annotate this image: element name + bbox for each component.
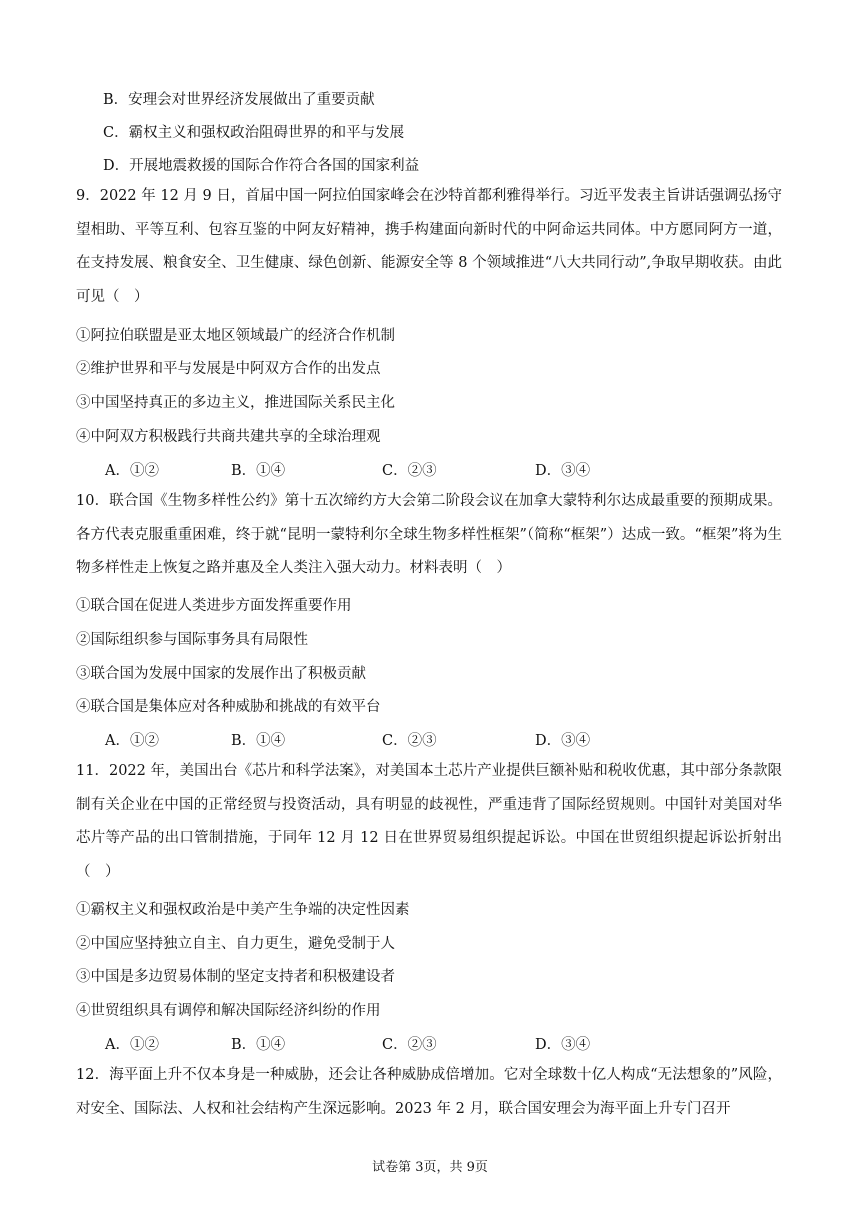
q9-choice-a[interactable]: A．①②: [105, 463, 159, 479]
q11-statement-2: ②中国应坚持独立自主、自力更生，避免受制于人: [76, 936, 395, 952]
q10-choice-a[interactable]: A．①②: [105, 733, 159, 749]
q10-choice-b[interactable]: B．①④: [231, 733, 286, 749]
q11-statement-1: ①霸权主义和强权政治是中美产生争端的决定性因素: [76, 902, 410, 918]
prev-option-c: C．霸权主义和强权政治阻碍世界的和平与发展: [103, 125, 405, 141]
q9-statement-4: ④中阿双方积极践行共商共建共享的全球治理观: [76, 429, 381, 445]
q9-statement-2: ②维护世界和平与发展是中阿双方合作的出发点: [76, 361, 381, 377]
q9-choice-d[interactable]: D．③④: [535, 463, 591, 479]
q10-stem: 10．联合国《生物多样性公约》第十五次缔约方大会第二阶段会议在加拿大蒙特利尔达成最重要的预期成果。各方代表克服重重困难，终于就“昆明一蒙特利尔全球生物多样性框架”（简称“框架”）达成一致。“框架”将为生物多样性走上恢复之路并惠及全人类注入强大动力。材料表明（ ）: [76, 493, 782, 576]
q11-statement-4: ④世贸组织具有调停和解决国际经济纠纷的作用: [76, 1003, 381, 1019]
q9-choice-b[interactable]: B．①④: [231, 463, 286, 479]
page-footer: 试卷第 3页，共 9页: [372, 1160, 488, 1175]
q11-choice-c[interactable]: C．②③: [382, 1037, 437, 1053]
q9-stem: 9．2022 年 12 月 9 日，首届中国一阿拉伯国家峰会在沙特首都利雅得举行。习近平发表主旨讲话强调弘扬守望相助、平等互利、包容互鉴的中阿友好精神，携手构建面向新时代的中阿命运共同体。中方愿同阿方一道，在支持发展、粮食安全、卫生健康、绿色创新、能源安全等 8 个领域推进“八大共同行动”,争取早期收获。由此可见（ ）: [76, 188, 782, 305]
q12-stem: 12．海平面上升不仅本身是一种威胁，还会让各种威胁成倍增加。它对全球数十亿人构成“无法想象的”风险，对安全、国际法、人权和社会结构产生深远影响。2023 年 2 月，联合国安理会为海平面上升专门召开: [76, 1067, 782, 1117]
q9-choice-c[interactable]: C．②③: [382, 463, 437, 479]
prev-option-d: D．开展地震救援的国际合作符合各国的国家利益: [103, 158, 420, 174]
q11-choice-d[interactable]: D．③④: [535, 1037, 591, 1053]
q9-statement-1: ①阿拉伯联盟是亚太地区领域最广的经济合作机制: [76, 328, 395, 344]
q11-stem: 11．2022 年，美国出台《芯片和科学法案》，对美国本土芯片产业提供巨额补贴和税收优惠，其中部分条款限制有关企业在中国的正常经贸与投资活动，具有明显的歧视性，严重违背了国际经贸规则。中国针对美国对华芯片等产品的出口管制措施，于同年 12 月 12 日在世界贸易组织提起诉讼。中国在世贸组织提起诉讼折射出（ ）: [76, 763, 782, 880]
q10-statement-2: ②国际组织参与国际事务具有局限性: [76, 632, 308, 648]
q11-choice-a[interactable]: A．①②: [105, 1037, 159, 1053]
q10-choice-d[interactable]: D．③④: [535, 733, 591, 749]
q10-choice-c[interactable]: C．②③: [382, 733, 437, 749]
q11-statement-3: ③中国是多边贸易体制的坚定支持者和积极建设者: [76, 969, 395, 985]
q10-statement-4: ④联合国是集体应对各种威胁和挑战的有效平台: [76, 699, 381, 715]
q11-choice-b[interactable]: B．①④: [231, 1037, 286, 1053]
prev-option-b: B．安理会对世界经济发展做出了重要贡献: [103, 92, 375, 108]
q10-statement-3: ③联合国为发展中国家的发展作出了积极贡献: [76, 666, 366, 682]
q9-statement-3: ③中国坚持真正的多边主义，推进国际关系民主化: [76, 395, 395, 411]
q10-statement-1: ①联合国在促进人类进步方面发挥重要作用: [76, 598, 352, 614]
